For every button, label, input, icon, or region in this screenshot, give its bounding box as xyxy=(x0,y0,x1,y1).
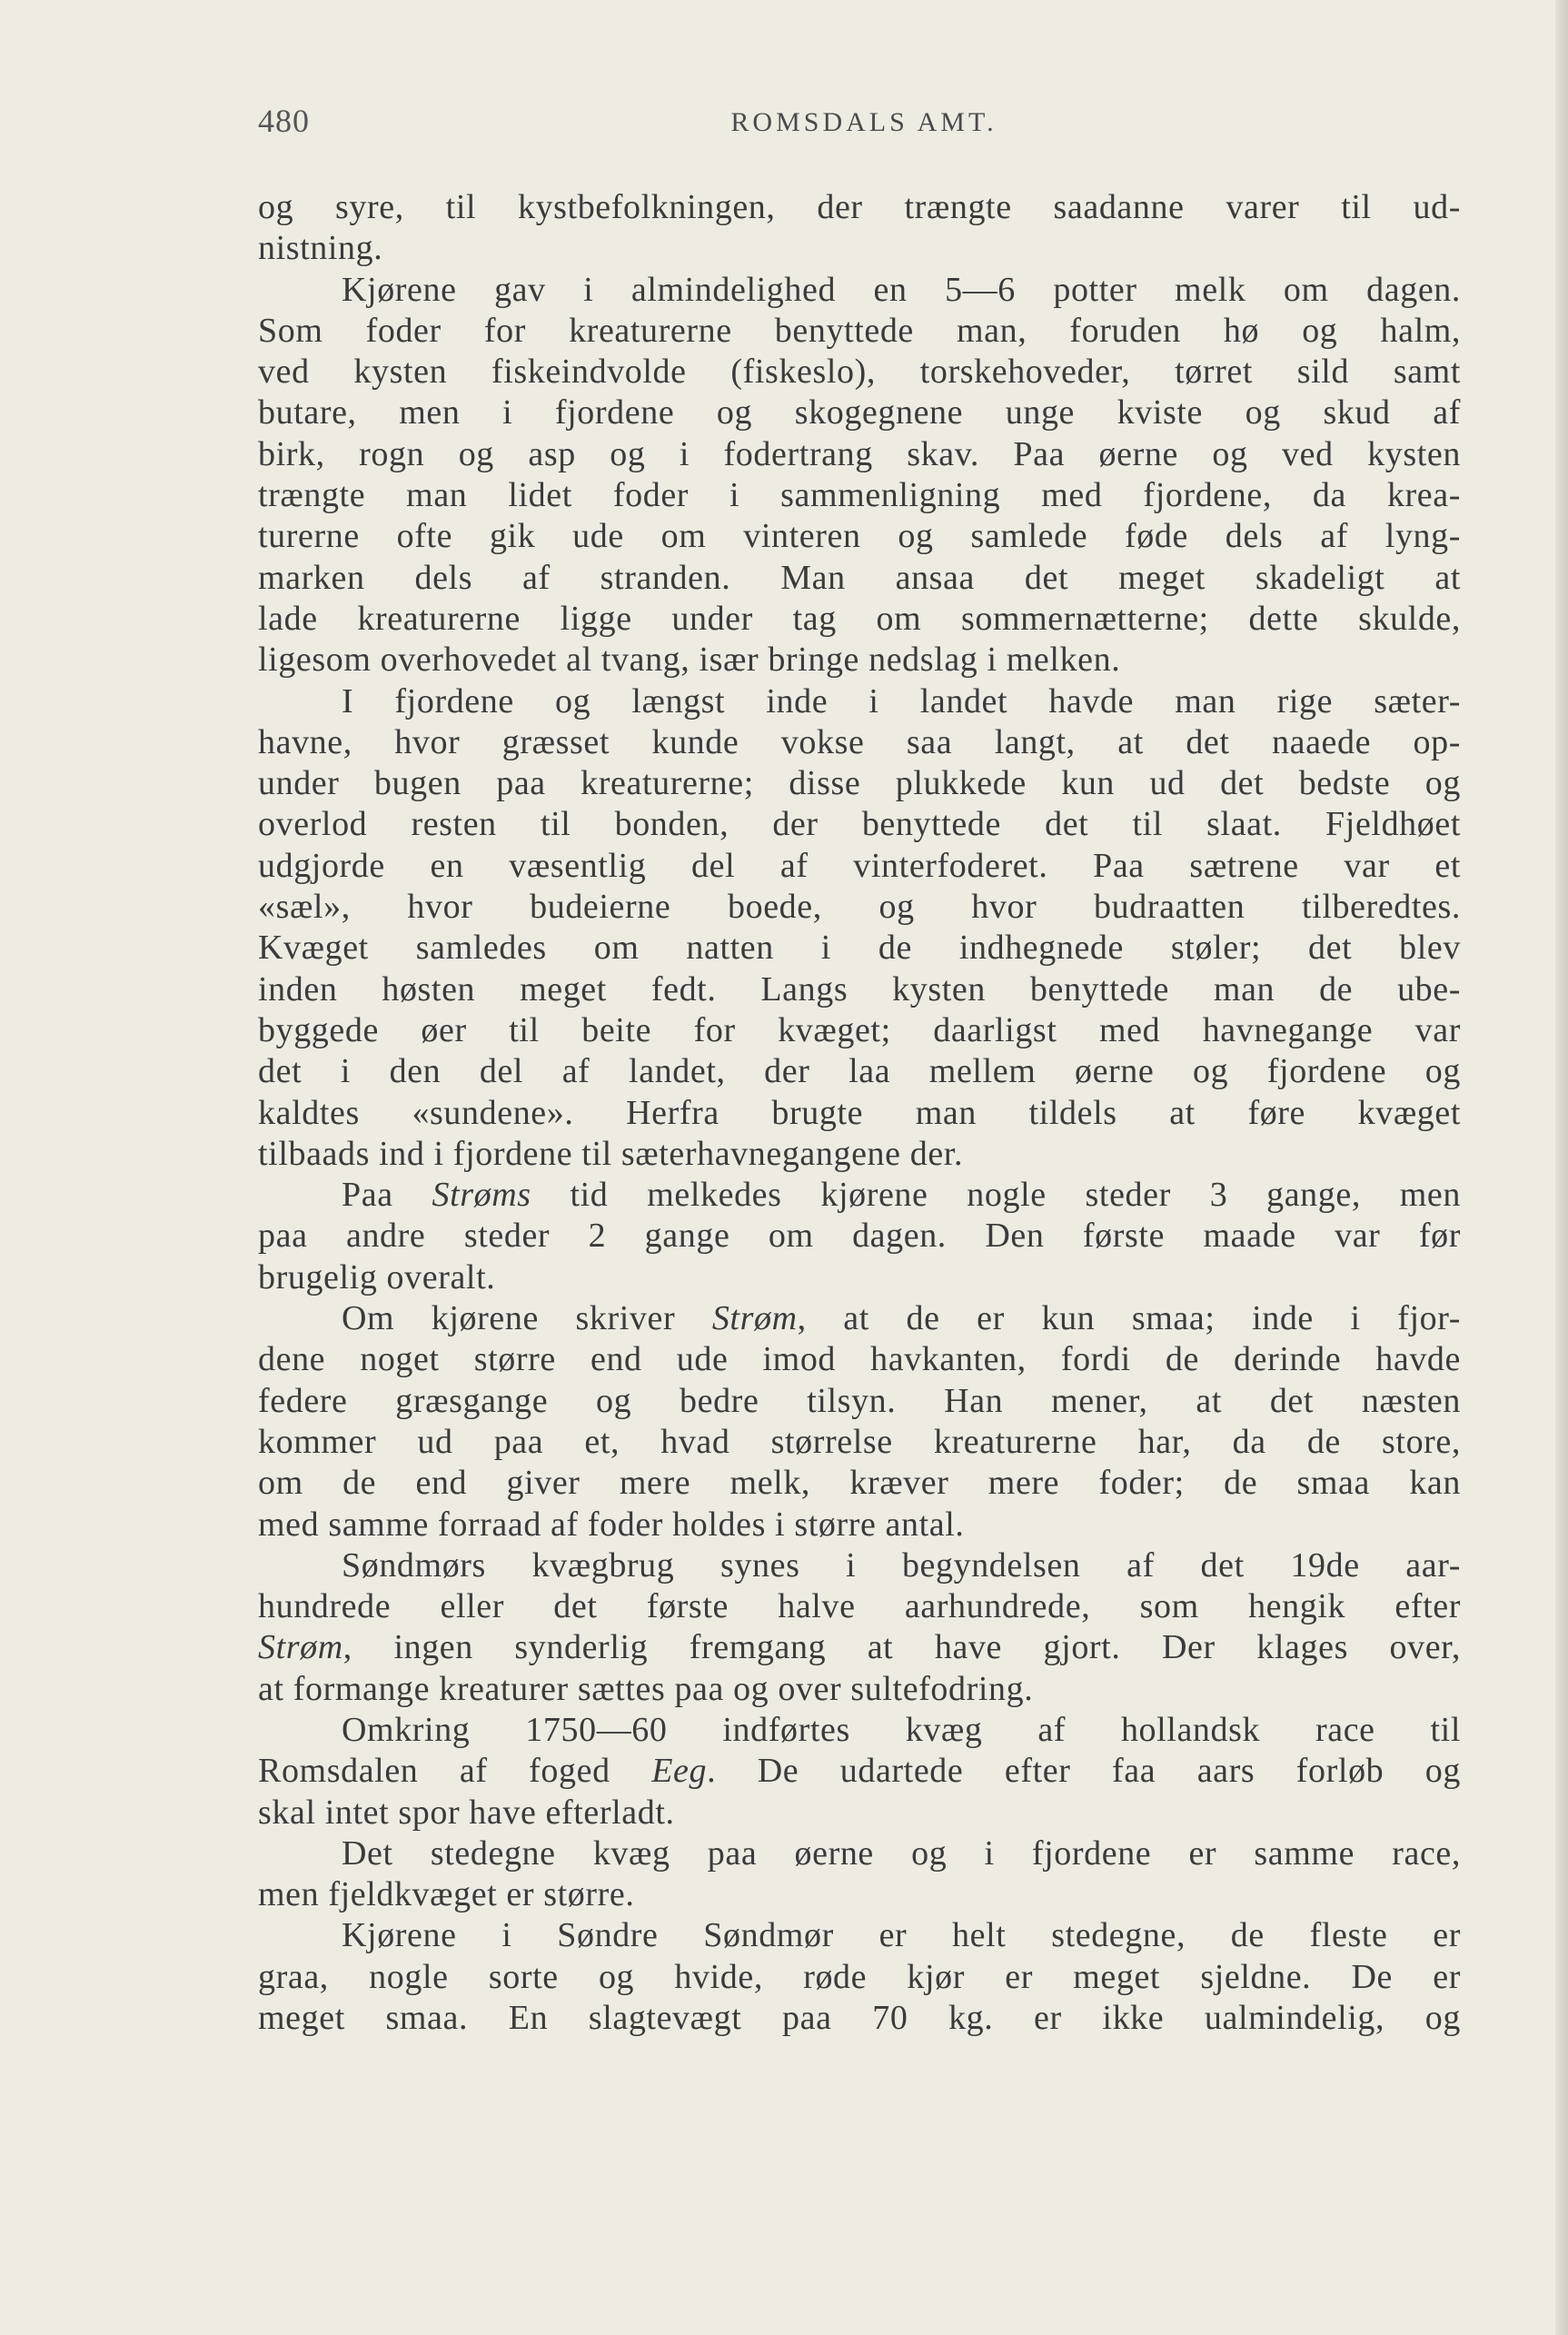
text-line xyxy=(258,1298,1461,1339)
text-line: nistning. xyxy=(258,229,383,268)
text-segment: Paa xyxy=(342,1176,432,1215)
text-line: overlod resten til bonden, der benyttede det til slaat. Fjeldhøet xyxy=(258,805,1461,844)
text-line: Kvæget samledes om natten i de indhegnede støler; det blev xyxy=(258,929,1461,968)
text-line: inden høsten meget fedt. Langs kysten benyttede man de ube- xyxy=(258,969,1461,1009)
text-line: med samme forraad af foder holdes i større antal. xyxy=(258,1505,965,1544)
text-segment: , at de er kun smaa; inde i fjor- xyxy=(797,1299,1461,1338)
text-line: Det stedegne kvæg paa øerne og i fjordene er samme race, xyxy=(342,1833,1461,1873)
text-line: Omkring 1750—60 indførtes kvæg af hollandsk race til xyxy=(342,1710,1461,1749)
italic-name: Strøm xyxy=(711,1299,798,1338)
text-line: hundrede eller det første halve aarhundrede, som hengik efter xyxy=(258,1587,1461,1626)
text-line: kaldtes «sundene». Herfra brugte man tildels at føre kvæget xyxy=(258,1093,1461,1132)
page-header xyxy=(258,102,1470,156)
text-segment: Om kjørene skriver xyxy=(342,1299,712,1338)
text-line: og syre, til kystbefolkningen, der trængte saadanne varer til ud- xyxy=(258,188,1461,226)
text-line: marken dels af stranden. Man ansaa det meget skadeligt at xyxy=(258,558,1461,597)
running-head: ROMSDALS AMT. xyxy=(730,107,997,137)
text-line: ligesom overhovedet al tvang, især bringe nedslag i melken. xyxy=(258,641,1121,680)
text-segment: , ingen synderlig fremgang at have gjort. Der klages over, xyxy=(342,1628,1461,1667)
text-line: Som foder for kreaturerne benyttede man, foruden hø og halm, xyxy=(258,311,1461,350)
text-line: det i den del af landet, der laa mellem øerne og fjordene og xyxy=(258,1052,1461,1091)
text-line xyxy=(258,1175,1461,1216)
text-line: byggede øer til beite for kvæget; daarligst med havnegange var xyxy=(258,1010,1461,1049)
text-line: paa andre steder 2 gange om dagen. Den første maade var før xyxy=(258,1217,1461,1256)
text-line: «sæl», hvor budeierne boede, og hvor budraatten tilberedtes. xyxy=(258,888,1461,927)
text-segment: Romsdalen af foged xyxy=(258,1752,652,1791)
italic-name: Strøms xyxy=(432,1176,531,1215)
text-line: brugelig overalt. xyxy=(258,1257,496,1297)
text-line: ved kysten fiskeindvolde (fiskeslo), torskehoveder, tørret sild samt xyxy=(258,353,1461,392)
text-line: udgjorde en væsentlig del af vinterfoderet. Paa sætrene var et xyxy=(258,846,1461,885)
text-line: lade kreaturerne ligge under tag om sommernætterne; dette skulde, xyxy=(258,599,1461,638)
text-line: Søndmørs kvægbrug synes i begyndelsen af det 19de aar- xyxy=(342,1545,1461,1585)
text-line: butare, men i fjordene og skogegnene unge kviste og skud af xyxy=(258,393,1461,432)
text-line: birk, rogn og asp og i fodertrang skav. Paa øerne og ved kysten xyxy=(258,434,1461,473)
text-line: at formange kreaturer sættes paa og over sultefodring. xyxy=(258,1669,1034,1708)
text-line: dene noget større end ude imod havkanten, fordi de derinde havde xyxy=(258,1340,1461,1379)
text-line: turerne ofte gik ude om vinteren og samlede føde dels af lyng- xyxy=(258,517,1461,556)
text-line: havne, hvor græsset kunde vokse saa langt, at det naaede op- xyxy=(258,722,1461,761)
text-segment: . De udartede efter faa aars forløb og xyxy=(707,1752,1461,1791)
text-line: om de end giver mere melk, kræver mere foder; de smaa kan xyxy=(258,1464,1461,1503)
text-line: men fjeldkvæget er større. xyxy=(258,1875,635,1914)
text-line: Kjørene gav i almindelighed en 5—6 potter melk om dagen. xyxy=(342,270,1461,309)
text-line: meget smaa. En slagtevægt paa 70 kg. er ikke ualmindelig, og xyxy=(258,1999,1461,2038)
body-text xyxy=(258,187,1461,2039)
text-line xyxy=(258,1627,1461,1668)
text-segment: tid melkedes kjørene nogle steder 3 gange, men xyxy=(531,1176,1461,1215)
text-line: skal intet spor have efterladt. xyxy=(258,1793,675,1832)
text-line: tilbaads ind i fjordene til sæterhavnegangene der. xyxy=(258,1134,964,1173)
text-line: kommer ud paa et, hvad størrelse kreaturerne har, da de store, xyxy=(258,1422,1461,1461)
text-line xyxy=(258,1751,1461,1792)
text-line: under bugen paa kreaturerne; disse plukkede kun ud det bedste og xyxy=(258,764,1461,803)
italic-name: Eeg xyxy=(651,1752,708,1791)
page-number: 480 xyxy=(258,103,310,139)
page-edge-shadow xyxy=(1555,0,1568,2335)
italic-name: Strøm xyxy=(258,1628,343,1667)
text-line: graa, nogle sorte og hvide, røde kjør er meget sjeldne. De er xyxy=(258,1957,1461,1996)
text-line: I fjordene og længst inde i landet havde man rige sæter- xyxy=(342,681,1461,720)
text-line: federe græsgange og bedre tilsyn. Han mener, at det næsten xyxy=(258,1381,1461,1420)
text-line: Kjørene i Søndre Søndmør er helt stedegne, de fleste er xyxy=(342,1916,1461,1955)
text-line: trængte man lidet foder i sammenligning med fjordene, da krea- xyxy=(258,476,1461,515)
